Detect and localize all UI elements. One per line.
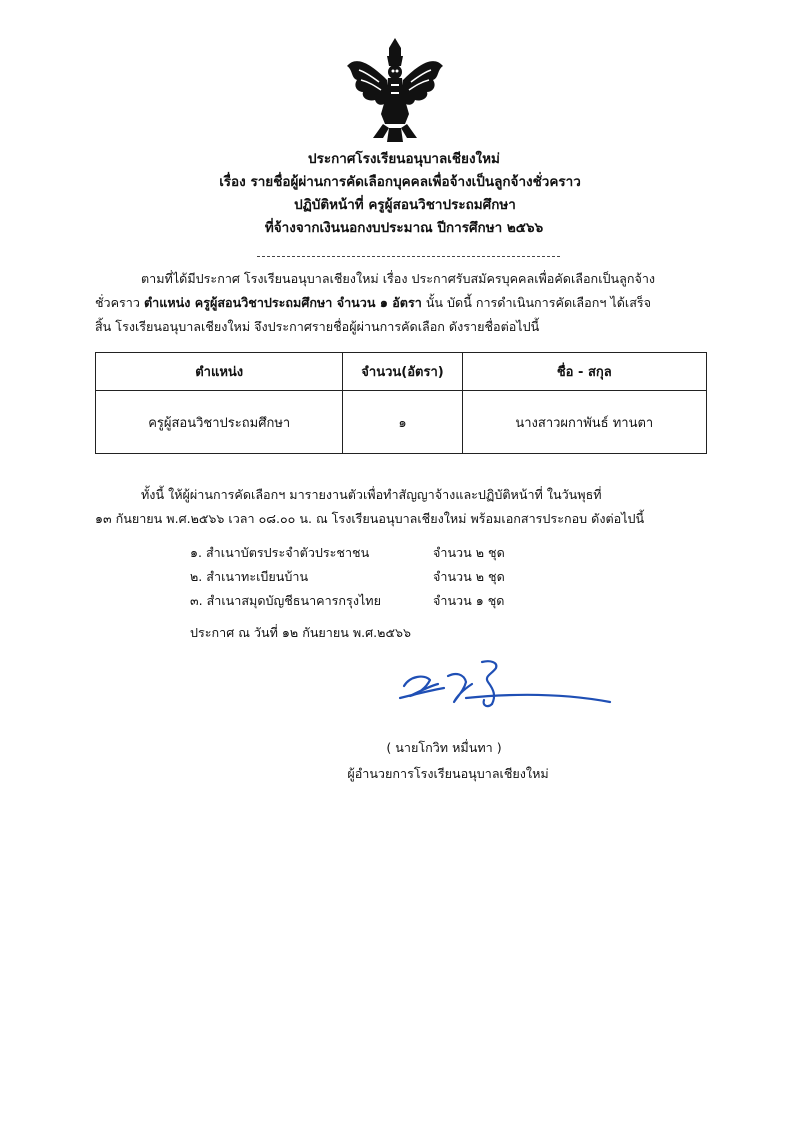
intro-line-3: สิ้น โรงเรียนอนุบาลเชียงใหม่ จึงประกาศรายชื่อผู้ผ่านการคัดเลือก ดังรายชื่อต่อไปนี้ — [95, 319, 540, 334]
intro-position-highlight: ตำแหน่ง ครูผู้สอนวิชาประถมศึกษา จำนวน ๑ อัตรา — [143, 295, 422, 310]
intro-line-2-end: นั้น บัดนี้ การดำเนินการคัดเลือกฯ ได้เสร็จ — [421, 295, 652, 310]
report-paragraph — [95, 483, 710, 531]
cell-name: นางสาวผกาพันธ์ ทานตา — [462, 391, 706, 454]
document-name: ๑. สำเนาบัตรประจำตัวประชาชน — [190, 545, 370, 560]
intro-paragraph — [95, 267, 710, 339]
column-header-name: ชื่อ - สกุล — [462, 353, 706, 391]
title-line-1: ประกาศโรงเรียนอนุบาลเชียงใหม่ — [308, 151, 500, 167]
results-table — [95, 352, 707, 454]
title-divider — [257, 256, 560, 257]
announcement-title — [0, 148, 800, 240]
signer-block — [0, 735, 800, 787]
column-header-position: ตำแหน่ง — [96, 353, 343, 391]
intro-line-2 — [95, 291, 710, 315]
signer-name: ( นายโกวิท หมื่นทา ) — [386, 740, 502, 755]
report-line-2: ๑๓ กันยายน พ.ศ.๒๕๖๖ เวลา ๐๘.๐๐ น. ณ โรงเรียนอนุบาลเชียงใหม่ พร้อมเอกสารประกอบ ดังต่อไปนี้ — [95, 511, 645, 526]
cell-position: ครูผู้สอนวิชาประถมศึกษา — [96, 391, 343, 454]
intro-line-1: ตามที่ได้มีประกาศ โรงเรียนอนุบาลเชียงใหม่ เรื่อง ประกาศรับสมัครบุคคลเพื่อคัดเลือกเป็นลูกจ้าง — [141, 271, 656, 286]
intro-line-2-start: ชั่วคราว — [95, 295, 144, 310]
document-name: ๓. สำเนาสมุดบัญชีธนาคารกรุงไทย — [190, 593, 381, 608]
garuda-emblem-icon — [343, 36, 447, 146]
title-line-3: ปฏิบัติหน้าที่ ครูผู้สอนวิชาประถมศึกษา — [294, 197, 516, 213]
document-quantity: จำนวน ๑ ชุด — [433, 593, 505, 608]
document-name: ๒. สำเนาทะเบียนบ้าน — [190, 569, 309, 584]
announcement-date: ประกาศ ณ วันที่ ๑๒ กันยายน พ.ศ.๒๕๖๖ — [190, 625, 411, 640]
report-line-1: ทั้งนี้ ให้ผู้ผ่านการคัดเลือกฯ มารายงานตัวเพื่อทำสัญญาจ้างและปฏิบัติหน้าที่ ในวันพุธที่ — [141, 487, 602, 502]
table-header-row — [96, 353, 707, 391]
handwritten-signature — [396, 654, 616, 714]
cell-count: ๑ — [343, 391, 462, 454]
title-line-4: ที่จ้างจากเงินนอกงบประมาณ ปีการศึกษา ๒๕๖๖ — [264, 220, 544, 236]
document-quantity: จำนวน ๒ ชุด — [433, 569, 505, 584]
table-row — [96, 391, 707, 454]
document-quantity: จำนวน ๒ ชุด — [433, 545, 505, 560]
signer-position: ผู้อำนวยการโรงเรียนอนุบาลเชียงใหม่ — [347, 766, 549, 781]
column-header-count: จำนวน(อัตรา) — [343, 353, 462, 391]
title-line-2: เรื่อง รายชื่อผู้ผ่านการคัดเลือกบุคคลเพื่อจ้างเป็นลูกจ้างชั่วคราว — [219, 174, 581, 190]
